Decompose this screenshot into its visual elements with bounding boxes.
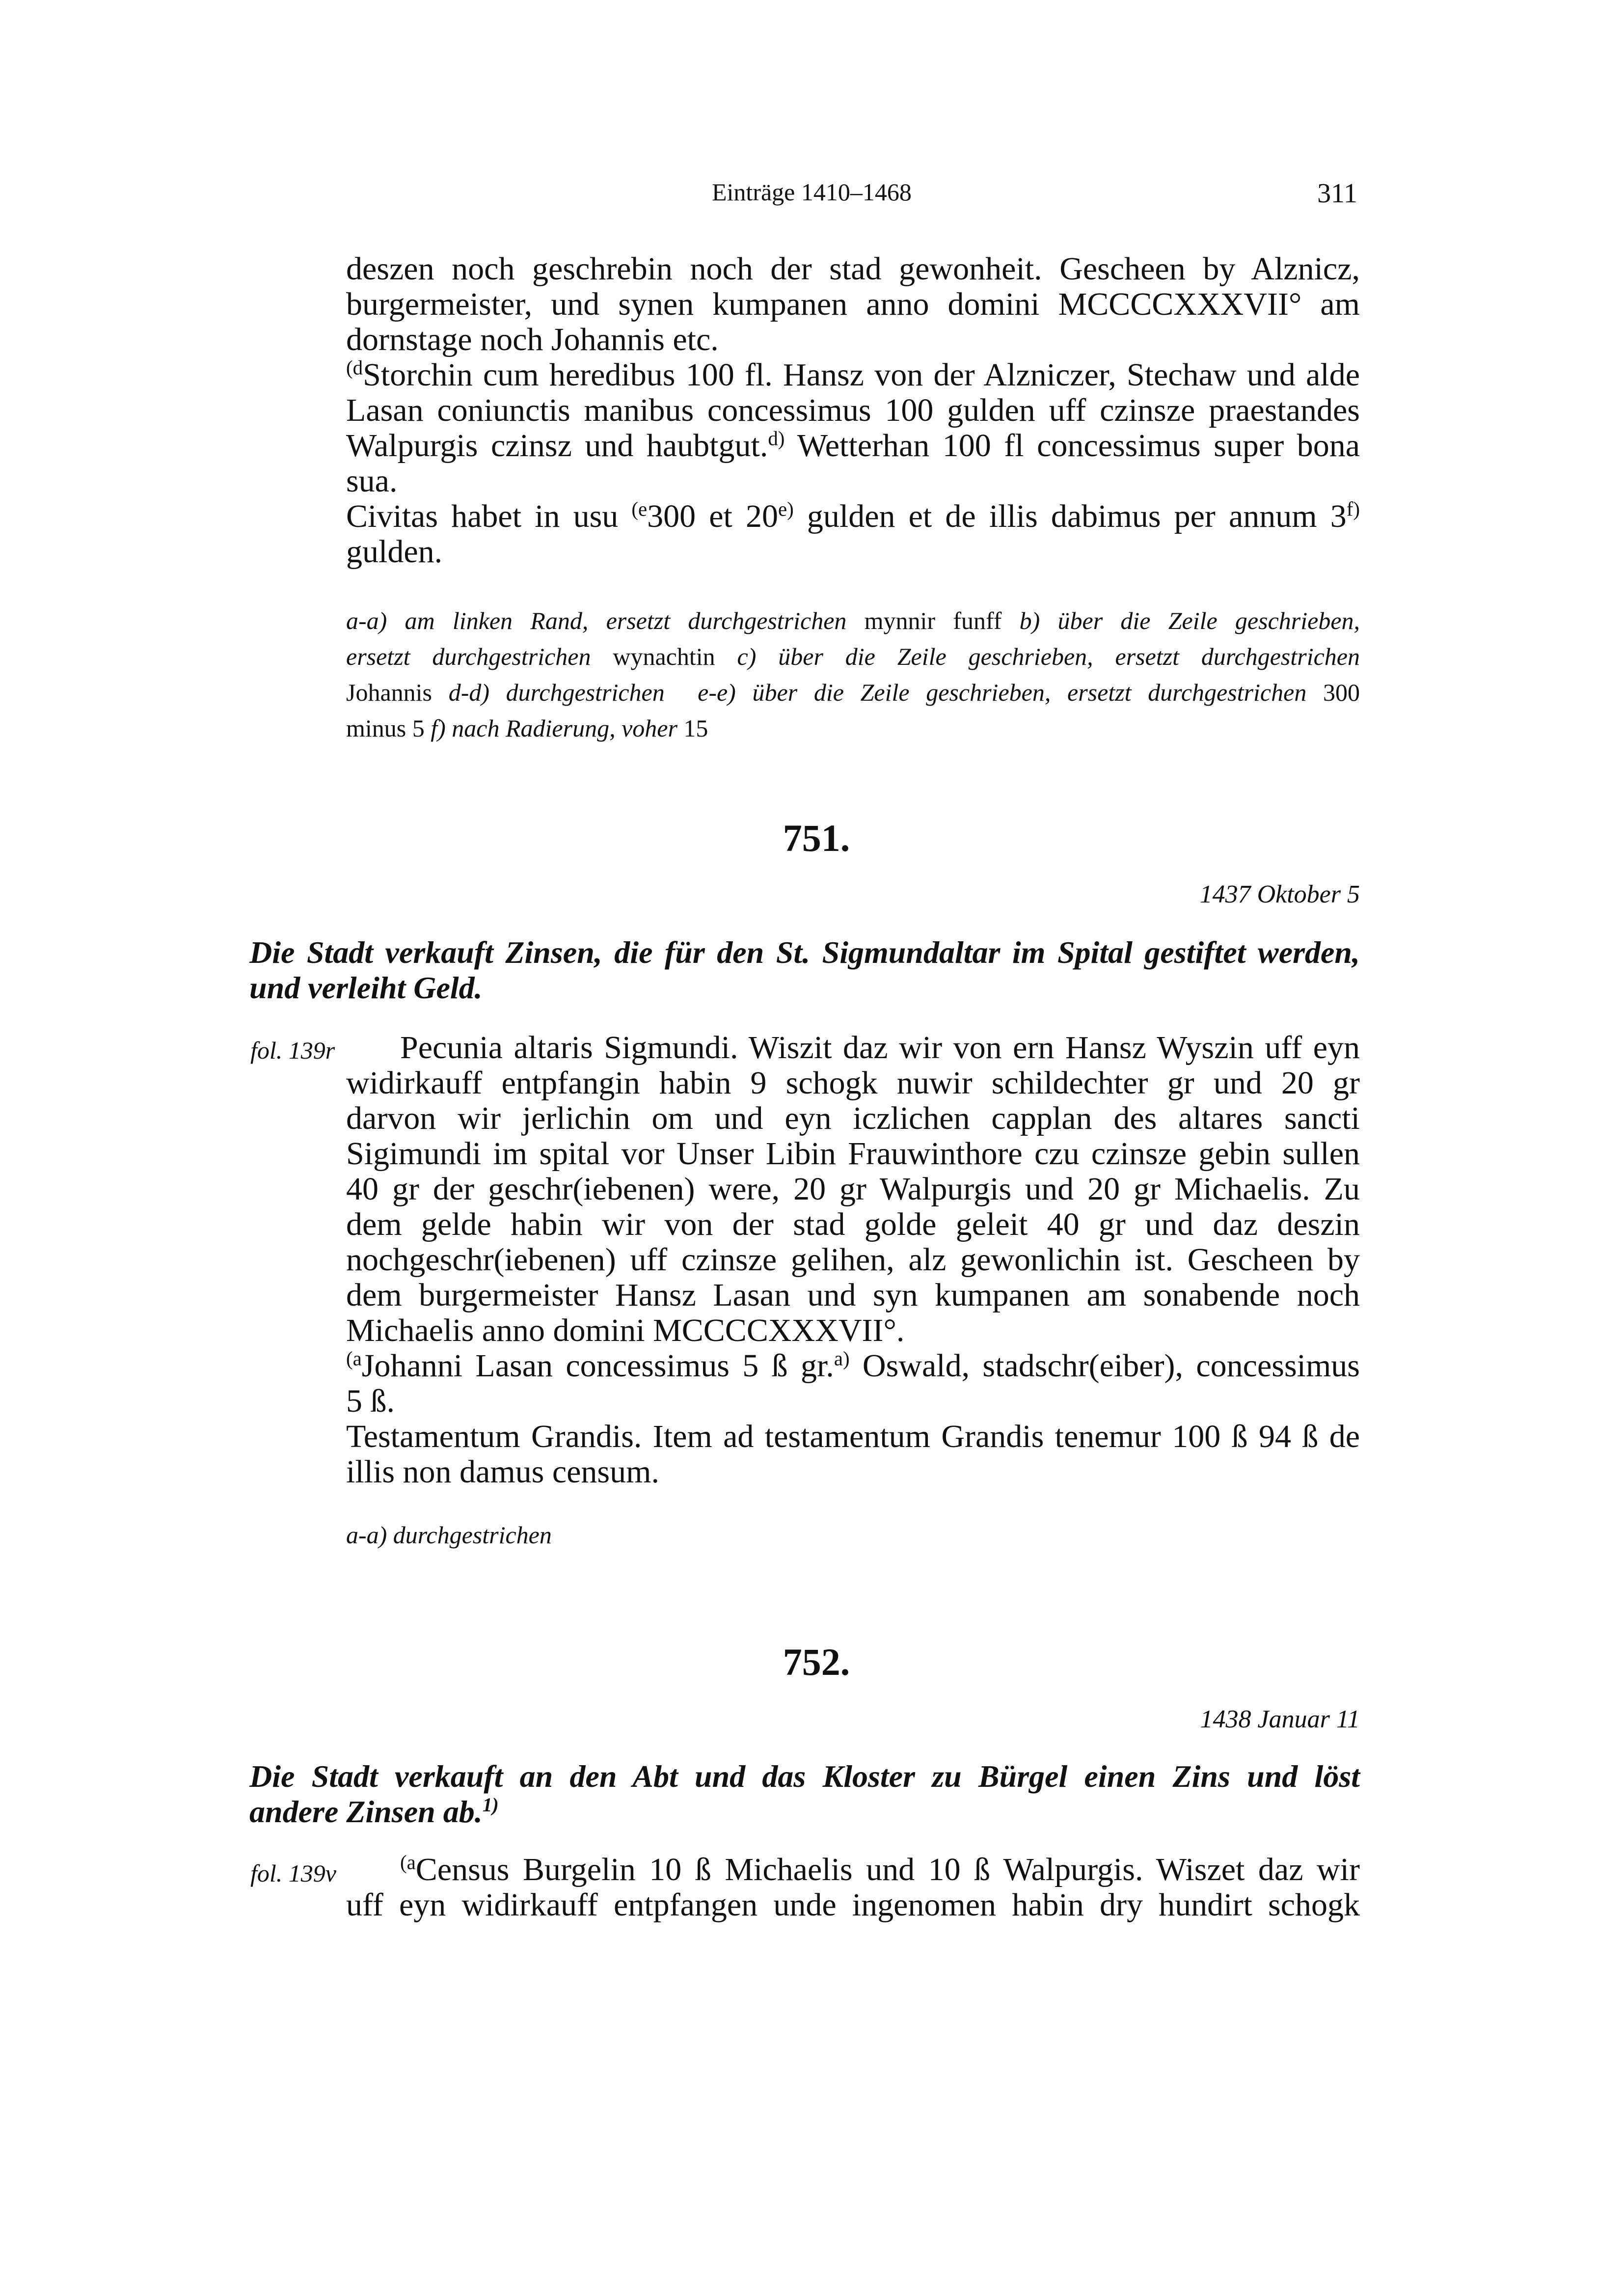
footnote-marker: 1) <box>482 1794 499 1816</box>
text-line: Lasan coniunctis manibus concessimus 100 gulden uff czinsze praestandes <box>346 392 1360 428</box>
running-head-title: Einträge 1410–1468 <box>712 178 912 206</box>
text-line: $^{(a}$Census Burgelin 10 ß Michaelis und 10 ß Walpurgis. Wiszet daz wir <box>400 1851 1360 1887</box>
note-line: Johannis d-d) durchgestrichen e-e) über die Zeile geschrieben, ersetzt durchgestrichen 300 <box>346 679 1360 706</box>
note-line: a-a) durchgestrichen <box>346 1521 552 1549</box>
text-line: Pecunia altaris Sigmundi. Wiszit daz wir von ern Hansz Wyszin uff eyn <box>400 1030 1360 1066</box>
note-line: a-a) am linken Rand, ersetzt durchgestrichen mynnir funff b) über die Zeile geschrieben, <box>346 607 1360 634</box>
critical-apparatus <box>346 1517 1360 1553</box>
folio-reference: fol. 139r <box>250 1037 335 1064</box>
footnote-marker: (a <box>400 1851 416 1874</box>
text-line: burgermeister, und synen kumpanen anno domini MCCCCXXXVII° am <box>346 286 1360 322</box>
text-line: gulden. <box>346 534 443 570</box>
page-number: 311 <box>1317 178 1357 209</box>
text-line: dornstage noch Johannis etc. <box>346 322 719 357</box>
folio-reference: fol. 139v <box>250 1859 336 1887</box>
text-line: $^{(d}$Storchin cum heredibus 100 fl. Hansz von der Alzniczer, Stechaw und alde <box>346 356 1360 393</box>
note-line: ersetzt durchgestrichen wynachtin c) über die Zeile geschrieben, ersetzt durchgestrichen <box>346 643 1360 670</box>
text-line: dem burgermeister Hansz Lasan und syn kumpanen am sonabende noch <box>346 1277 1360 1313</box>
entry-number-752: 752. <box>783 1640 850 1683</box>
footnote-marker: f) <box>1346 498 1360 520</box>
text-line: dem gelde habin wir von der stad golde geleit 40 gr und daz deszin <box>346 1206 1360 1242</box>
entry-text-752 <box>346 1852 1360 1923</box>
entry-number-751: 751. <box>783 817 850 859</box>
text-line: widirkauff entpfangin habin 9 schogk nuwir schildechter gr und 20 gr <box>346 1065 1360 1101</box>
entry-title-752: Die Stadt verkauft an den Abt und das Kloster zu Bürgel einen Zins und löst andere Zinsen ab.$^{1)}$ <box>249 1759 1360 1829</box>
text-line: nochgeschr(iebenen) uff czinsze gelihen, alz gewonlichin ist. Gescheen by <box>346 1242 1360 1278</box>
footnote-marker: a) <box>834 1347 850 1370</box>
footnote-marker: (e <box>631 498 648 520</box>
text-line: Sigimundi im spital vor Unser Libin Frauwinthore czu czinsze gebin sullen <box>346 1136 1360 1172</box>
entry-title-751: Die Stadt verkauft Zinsen, die für den St. Sigmundaltar im Spital gestiftet werden, und verleiht Geld. <box>249 935 1360 1005</box>
footnote-marker: e) <box>778 498 794 520</box>
entry-date-752: 1438 Januar 11 <box>1200 1705 1360 1733</box>
text-line: deszen noch geschrebin noch der stad gewonheit. Gescheen by Alznicz, <box>346 251 1360 287</box>
text-line: Testamentum Grandis. Item ad testamentum Grandis tenemur 100 ß 94 ß de <box>346 1419 1360 1454</box>
footnote-marker: d) <box>768 427 785 450</box>
text-line: Michaelis anno domini MCCCCXXXVII°. <box>346 1312 905 1348</box>
text-line: 5 ß. <box>346 1383 395 1419</box>
text-line: sua. <box>346 463 398 499</box>
text-line: darvon wir jerlichin om und eyn iczlichen capplan des altares sancti <box>346 1100 1360 1136</box>
text-line: Civitas habet in usu $^{(e}$300 et 20$^{e)}$ gulden et de illis dabimus per annum 3$^{f)}$ <box>346 498 1360 534</box>
entry-text-751 <box>346 1030 1360 1490</box>
critical-apparatus <box>346 603 1360 746</box>
footnote-marker: (a <box>346 1347 362 1370</box>
footnote-marker: (d <box>346 356 363 379</box>
text-line: uff eyn widirkauff entpfangen unde ingenomen habin dry hundirt schogk <box>346 1887 1360 1923</box>
continued-entry-text <box>346 251 1360 570</box>
note-line: minus 5 f) nach Radierung, voher 15 <box>346 714 708 742</box>
text-line: $^{(a}$Johanni Lasan concessimus 5 ß gr.$^{a)}$ Oswald, stadschr(eiber), concessimus <box>346 1347 1360 1384</box>
text-line: 40 gr der geschr(iebenen) were, 20 gr Walpurgis und 20 gr Michaelis. Zu <box>346 1171 1360 1207</box>
entry-date-751: 1437 Oktober 5 <box>1199 880 1360 908</box>
running-head <box>0 178 1623 212</box>
text-line: illis non damus censum. <box>346 1454 659 1490</box>
text-line: Walpurgis czinsz und haubtgut.$^{d)}$ Wetterhan 100 fl concessimus super bona <box>346 427 1360 464</box>
